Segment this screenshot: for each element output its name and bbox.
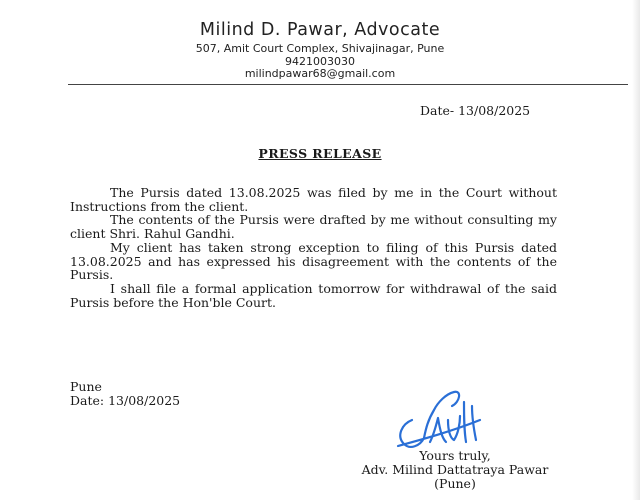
document-title: PRESS RELEASE xyxy=(258,146,382,161)
bottom-date: Date: 13/08/2025 xyxy=(70,393,181,408)
letterhead-address: 507, Amit Court Complex, Shivajinagar, Pune xyxy=(195,42,445,55)
signature-block xyxy=(330,449,580,491)
place-date-block xyxy=(70,380,180,408)
body-paragraph: The Pursis dated 13.08.2025 was filed by me in the Court without Instructions from the client. xyxy=(70,185,557,214)
body-paragraph: The contents of the Pursis were drafted by me without consulting my client Shri. Rahul Gandhi. xyxy=(70,212,557,242)
body-paragraph: I shall file a formal application tomorrow for withdrawal of the said Pursis before the Hon'ble Court. xyxy=(70,280,557,310)
signatory-place: (Pune) xyxy=(434,476,476,491)
letterhead-divider xyxy=(68,84,628,85)
letterhead-email: milindpawar68@gmail.com xyxy=(244,67,396,80)
signatory-name: Adv. Milind Dattatraya Pawar xyxy=(361,462,549,477)
letterhead-phone: 9421003030 xyxy=(285,55,355,68)
place-label: Pune xyxy=(70,379,102,394)
letter-date: Date- 13/08/2025 xyxy=(420,103,531,118)
closing-line: Yours truly, xyxy=(419,448,491,463)
body-paragraph: My client has taken strong exception to filing of this Pursis dated 13.08.2025 and has expressed his disagreement with the contents of the Pursis. xyxy=(70,239,557,283)
handwritten-signature xyxy=(390,380,510,455)
letterhead-name: Milind D. Pawar, Advocate xyxy=(199,20,441,40)
letter-body xyxy=(70,186,557,309)
